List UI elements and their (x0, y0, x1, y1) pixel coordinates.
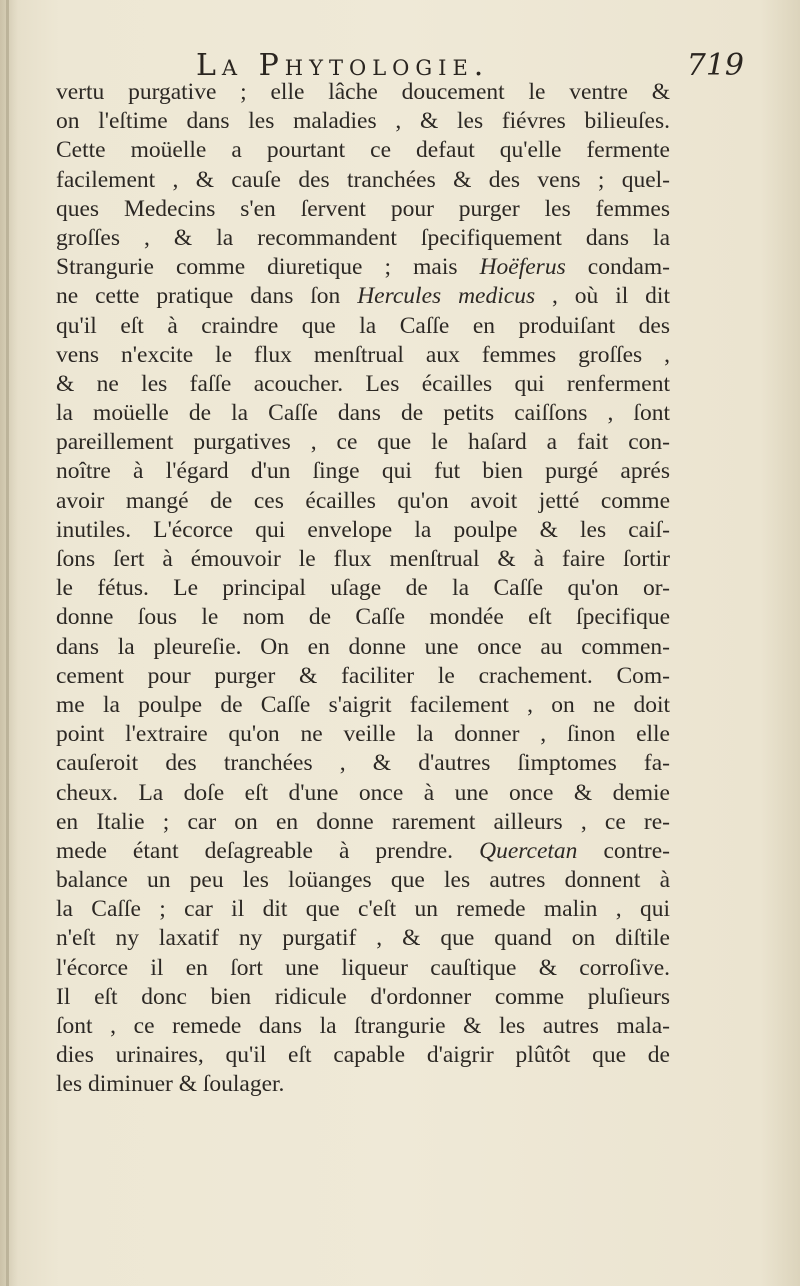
text-segment: & ne les faſſe acoucher. Les écailles qui renferment (56, 370, 670, 397)
italic-text: Quercetan (479, 837, 578, 864)
text-line (56, 428, 670, 457)
text-segment: pareillement purgatives , ce que le haſard a fait con- (56, 429, 670, 456)
text-line (56, 253, 670, 282)
text-line (56, 808, 670, 837)
text-segment: balance un peu les loüanges que les autres donnent à (56, 867, 670, 894)
text-line (56, 662, 670, 691)
text-segment: dans la pleureſie. On en donne une once au commen- (56, 633, 670, 660)
text-segment: vens n'excite le flux menſtrual aux femmes groſſes , (56, 341, 670, 368)
text-segment: ne cette pratique dans ſon (56, 283, 358, 310)
text-segment: inutiles. L'écorce qui envelope la poulpe & les caiſ- (56, 516, 670, 543)
text-line (56, 457, 670, 486)
text-line (56, 224, 670, 253)
text-line (56, 166, 670, 195)
text-segment: l'écorce il en ſort une liqueur cauſtique & corroſive. (56, 954, 670, 981)
text-segment: mede étant deſagreable à prendre. (56, 837, 480, 864)
text-line (56, 895, 670, 924)
text-line (56, 779, 670, 808)
italic-text: Hoëferus (479, 254, 566, 281)
text-line (56, 78, 670, 107)
text-segment: n'eſt ny laxatif ny purgatif , & que quand on diſtile (56, 925, 670, 952)
text-line (56, 370, 670, 399)
text-segment: en Italie ; car on en donne rarement ailleurs , ce re- (56, 808, 670, 835)
text-line (56, 1041, 670, 1070)
text-segment: les diminuer & ſoulager. (56, 1071, 285, 1098)
text-segment: ques Medecins s'en ſervent pour purger les femmes (56, 195, 670, 222)
text-segment: ſons ſert à émouvoir le flux menſtrual & à faire ſortir (56, 546, 670, 572)
running-title: La Phytologie. (196, 48, 490, 83)
text-segment: ſont , ce remede dans la ſtrangurie & les autres mala- (56, 1013, 670, 1039)
text-segment: Cette moüelle a pourtant ce defaut qu'elle fermente (56, 137, 670, 164)
text-segment: dies urinaires, qu'il eſt capable d'aigrir plûtôt que de (56, 1042, 670, 1069)
text-line (56, 603, 670, 632)
text-line (56, 341, 670, 370)
text-segment: condam- (565, 254, 670, 281)
text-line (56, 487, 670, 516)
text-segment: noître à l'égard d'un ſinge qui fut bien purgé aprés (56, 458, 670, 485)
text-segment: la moüelle de la Caſſe dans de petits caiſſons , ſont (56, 400, 670, 427)
text-segment: Il eſt donc bien ridicule d'ordonner comme pluſieurs (56, 983, 670, 1010)
text-segment: groſſes , & la recommandent ſpecifiquement dans la (56, 224, 670, 251)
text-line (56, 195, 670, 224)
text-line (56, 136, 670, 165)
text-segment: contre- (577, 837, 670, 864)
text-segment: cauſeroit des tranchées , & d'autres ſimptomes fa- (56, 750, 670, 777)
text-line (56, 633, 670, 662)
text-segment: avoir mangé de ces écailles qu'on avoit jetté comme (56, 487, 670, 514)
text-line (56, 107, 670, 136)
text-segment: la Caſſe ; car il dit que c'eſt un remede malin , qui (56, 896, 670, 923)
text-segment: point l'extraire qu'on ne veille la donner , ſinon elle (56, 721, 670, 748)
text-line (56, 983, 670, 1012)
page-number: 719 (686, 48, 744, 83)
text-line (56, 866, 670, 895)
text-line (56, 837, 670, 866)
text-line (56, 516, 670, 545)
text-segment: cement pour purger & faciliter le crachement. Com- (56, 662, 670, 689)
italic-text: Hercules medicus (357, 283, 536, 310)
text-segment: vertu purgative ; elle lâche doucement le ventre & (56, 79, 670, 105)
text-line (56, 924, 670, 953)
text-line (56, 312, 670, 341)
text-line (56, 574, 670, 603)
text-segment: donne ſous le nom de Caſſe mondée eſt ſpecifique (56, 604, 670, 631)
text-segment: , où il dit (535, 283, 670, 310)
text-line (56, 399, 670, 428)
text-line (56, 282, 670, 311)
text-line (56, 691, 670, 720)
text-segment: cheux. La doſe eſt d'une once à une once & demie (56, 779, 670, 806)
text-segment: qu'il eſt à craindre que la Caſſe en produiſant des (56, 312, 670, 339)
text-line (56, 954, 670, 983)
text-segment: facilement , & cauſe des tranchées & des vens ; quel- (56, 166, 670, 193)
text-line (56, 1012, 670, 1041)
body-text (56, 78, 670, 1100)
text-line (56, 545, 670, 574)
text-segment: le fétus. Le principal uſage de la Caſſe qu'on or- (56, 575, 670, 602)
text-line (56, 1070, 670, 1099)
text-line (56, 720, 670, 749)
text-segment: on l'eſtime dans les maladies , & les fiévres bilieuſes. (56, 108, 670, 135)
text-line (56, 749, 670, 778)
text-segment: Strangurie comme diuretique ; mais (56, 254, 480, 281)
text-segment: me la poulpe de Caſſe s'aigrit facilement , on ne doit (56, 691, 670, 718)
